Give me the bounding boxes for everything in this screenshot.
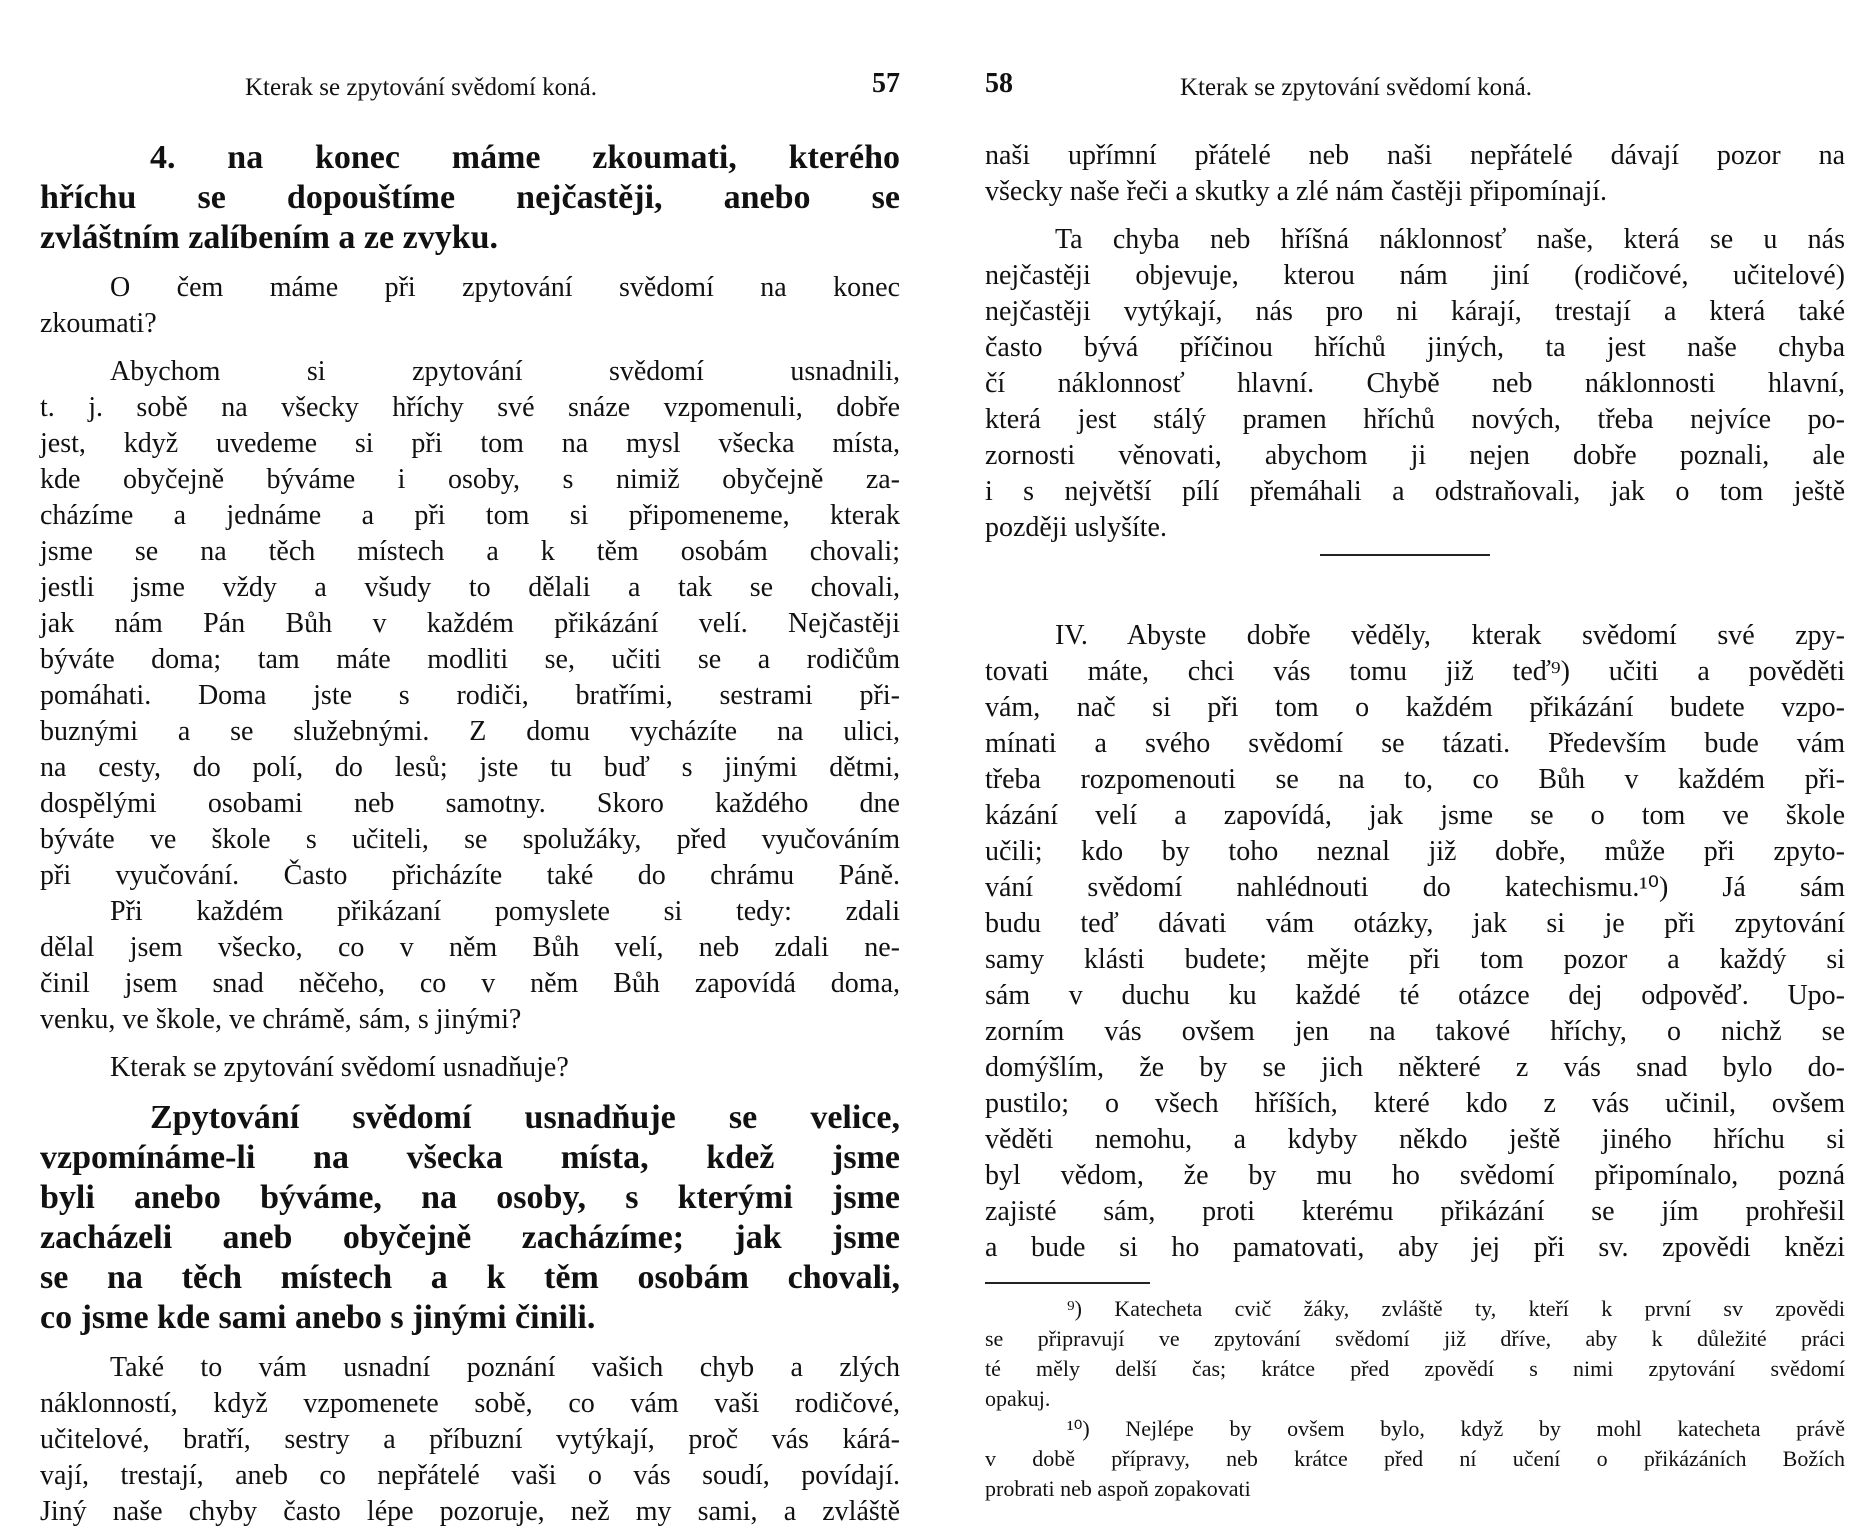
left-page-header [40,62,900,102]
text-line: vání svědomí nahlédnouti do katechismu.¹⁰) Já sám [985,872,1845,903]
footnote-line: v době přípravy, neb krátce před ní učení o přikázáních Božích [985,1446,1845,1471]
right-page-header [985,62,1845,102]
text-line: vám, nač si při tom o každém přikázání budete vzpo- [985,692,1845,723]
text-line: pustilo; o všech hříších, které kdo z vás učinil, ovšem [985,1088,1845,1119]
footnote-line: se připravují ve zpytování svědomí již dříve, aby k důležité práci [985,1326,1845,1351]
separator-rule [985,1278,1845,1294]
footnote-line: té měly delší čas; krátce před zpovědí s nimi zpytování svědomí [985,1356,1845,1381]
text-line: Jiný naše chyby často lépe pozoruje, než my sami, a zvláště [40,1496,900,1527]
text-line: domýšlím, že by se jich některé z vás snad bylo do- [985,1052,1845,1083]
left-page-text [40,138,900,1530]
text-line: samy klásti budete; mějte při tom pozor a každý si [985,944,1845,975]
spacer [985,1266,1845,1278]
text-line: třeba rozpomenouti se na to, co Bůh v každém při- [985,764,1845,795]
spacer [40,1086,900,1098]
text-line: sám v duchu ku každé té otázce dej odpověď. Upo- [985,980,1845,1011]
text-line: mínati a svého svědomí se tázati. Především bude vám [985,728,1845,759]
text-line: hříchu se dopouštíme nejčastěji, anebo se [40,179,900,216]
text-line: býváte ve škole s učiteli, se spolužáky, před vyučováním [40,824,900,855]
footnote-line: probrati neb aspoň zopakovati [985,1476,1251,1501]
right-page-text [985,138,1845,1504]
text-line: při vyučování. Často přicházíte také do chrámu Páně. [40,860,900,891]
text-line: 4. na konec máme zkoumati, kterého [150,139,900,176]
text-line: zvláštním zalíbením a ze zvyku. [40,219,499,256]
text-line: často bývá příčinou hříchů jiných, ta jest naše chyba [985,332,1845,363]
spacer [40,1038,900,1050]
running-title: Kterak se zpytování svědomí koná. [245,74,597,101]
text-line: na cesty, do polí, do lesů; jste tu buď s jinými dětmi, [40,752,900,783]
text-line: vají, trestají, aneb co nepřátelé vaši o vás soudí, povídají. [40,1460,900,1491]
text-line: zacházeli aneb obyčejně zacházíme; jak jsme [40,1219,900,1256]
text-line: a bude si ho pamatovati, aby jej při sv. zpovědi knězi [985,1232,1845,1263]
text-line: kázání velí a zapovídá, jak jsme se o tom ve škole [985,800,1845,831]
text-line: tovati máte, chci vás tomu již teď⁹) učiti a pověděti [985,656,1845,687]
text-line: byli anebo býváme, na osoby, s kterými jsme [40,1179,900,1216]
text-line: všecky naše řeči a skutky a zlé nám častěji připomínají. [985,176,1608,207]
text-line: Ta chyba neb hříšná náklonnosť naše, která se u nás [1055,224,1845,255]
text-line: i s největší pílí přemáhali a odstraňovali, jak o tom ještě [985,476,1845,507]
text-line: Při každém přikázaní pomyslete si tedy: zdali [110,896,900,927]
text-line: jestli jsme vždy a všudy to dělali a tak se chovali, [40,572,900,603]
text-line: Také to vám usnadní poznání vašich chyb a zlých [110,1352,900,1383]
right-page [985,0,1845,1500]
text-line: zkoumati? [40,308,157,339]
text-line: zajisté sám, proti kterému přikázání se jím prohřešil [985,1196,1845,1227]
spacer [40,1338,900,1350]
separator-rule [985,546,1845,572]
footnote-line: ⁹) Katecheta cvič žáky, zvláště ty, kteří k první sv zpovědi [1067,1296,1845,1321]
text-line: kde obyčejně býváme i osoby, s nimiž obyčejně za- [40,464,900,495]
text-line: učili; kdo by toho neznal již dobře, může při zpyto- [985,836,1845,867]
text-line: věděti nemohu, a kdyby někdo ještě jiného hříchu si [985,1124,1845,1155]
text-line: činil jsem snad něčeho, co v něm Bůh zapovídá doma, [40,968,900,999]
spacer [40,342,900,354]
text-line: t. j. sobě na všecky hříchy své snáze vzpomenuli, dobře [40,392,900,423]
text-line: náklonností, když vzpomenete sobě, co vám vaši rodičové, [40,1388,900,1419]
text-line: dělal jsem všecko, co v něm Bůh velí, neb zdali ne- [40,932,900,963]
text-line: čí náklonnosť hlavní. Chybě neb náklonnosti hlavní, [985,368,1845,399]
footnote-line: opakuj. [985,1386,1051,1411]
page-number: 58 [985,68,1013,99]
text-line: Abychom si zpytování svědomí usnadnili, [110,356,900,387]
text-line: byl vědom, že by mu ho svědomí připomínalo, pozná [985,1160,1845,1191]
text-line: dospělými osobami neb samotny. Skoro každého dne [40,788,900,819]
text-line: venku, ve škole, ve chrámě, sám, s jinými? [40,1004,522,1035]
text-line: nejčastěji objevuje, kterou nám jiní (rodičové, učitelové) [985,260,1845,291]
text-line: co jsme kde sami anebo s jinými činili. [40,1299,596,1336]
text-line: Zpytování svědomí usnadňuje se velice, [150,1099,900,1136]
text-line: zorním vás ovšem jen na takové hříchy, o nichž se [985,1016,1845,1047]
spacer [985,210,1845,222]
text-line: pomáhati. Doma jste s rodiči, bratřími, sestrami při- [40,680,900,711]
text-line: naši upřímní přátelé neb naši nepřátelé dávají pozor na [985,140,1845,171]
left-page [40,0,900,1527]
text-line: cházíme a jednáme a při tom si připomeneme, kterak [40,500,900,531]
text-line: vzpomínáme-li na všecka místa, kdež jsme [40,1139,900,1176]
text-line: budu teď dávati vám otázky, jak si je při zpytování [985,908,1845,939]
text-line: jak nám Pán Bůh v každém přikázání velí. Nejčastěji [40,608,900,639]
text-line: nejčastěji vytýkají, nás pro ni kárají, trestají a která také [985,296,1845,327]
page-number: 57 [872,68,900,99]
text-line: jest, když uvedeme si při tom na mysl všecka místa, [40,428,900,459]
footnote-line: ¹⁰) Nejlépe by ovšem bylo, když by mohl katecheta právě [1067,1416,1845,1441]
text-line: později uslyšíte. [985,512,1167,543]
text-line: O čem máme při zpytování svědomí na konec [110,272,900,303]
text-line: která jest stálý pramen hříchů nových, třeba nejvíce po- [985,404,1845,435]
spacer [40,258,900,270]
text-line: jsme se na těch místech a k těm osobám chovali; [40,536,900,567]
running-title: Kterak se zpytování svědomí koná. [1180,74,1532,101]
text-line: se na těch místech a k těm osobám chovali, [40,1259,900,1296]
text-line: býváte doma; tam máte modliti se, učiti se a rodičům [40,644,900,675]
text-line: IV. Abyste dobře věděly, kterak svědomí své zpy- [1055,620,1845,651]
text-line: zornosti věnovati, abychom ji nejen dobře poznali, ale [985,440,1845,471]
text-line: Kterak se zpytování svědomí usnadňuje? [110,1052,569,1083]
spacer [985,572,1845,618]
text-line: buznými a se služebnými. Z domu vycházíte na ulici, [40,716,900,747]
text-line: učitelové, bratří, sestry a příbuzní vytýkají, proč vás kárá- [40,1424,900,1455]
